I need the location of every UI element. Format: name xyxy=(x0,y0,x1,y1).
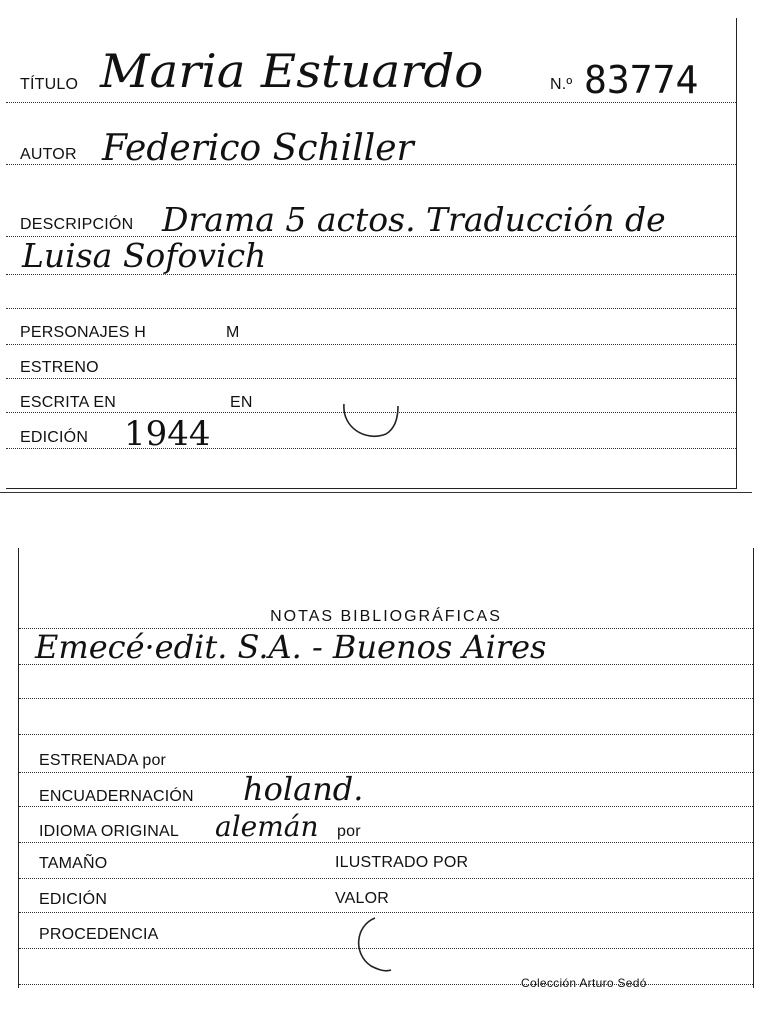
idioma-por-label: por xyxy=(337,823,361,840)
catalog-card-back xyxy=(18,548,754,988)
catalog-card-front xyxy=(6,18,737,489)
titulo-value: Maria Estuardo xyxy=(100,44,484,98)
titulo-label: TÍTULO xyxy=(20,76,79,93)
ruled-line xyxy=(19,698,753,699)
ruled-line xyxy=(6,308,736,309)
punch-hole-icon xyxy=(349,914,409,974)
estrenada-por-label: ESTRENADA por xyxy=(39,752,167,769)
en-label: EN xyxy=(230,394,253,411)
collection-footer: Colección Arturo Sedó xyxy=(521,976,647,990)
idioma-original-label: IDIOMA ORIGINAL xyxy=(39,823,179,840)
edicion-label: EDICIÓN xyxy=(20,429,89,446)
encuadernacion-value: holand. xyxy=(243,770,364,808)
ruled-line xyxy=(6,102,736,103)
procedencia-label: PROCEDENCIA xyxy=(39,926,159,943)
ruled-line xyxy=(6,448,736,449)
ruled-line xyxy=(19,842,753,843)
card-divider xyxy=(0,492,752,493)
ilustrado-por-label: ILUSTRADO POR xyxy=(335,854,469,871)
autor-value: Federico Schiller xyxy=(102,128,414,169)
estreno-label: ESTRENO xyxy=(20,359,99,376)
personajes-m-label: M xyxy=(226,324,240,341)
numero-value: 83774 xyxy=(584,58,699,102)
ruled-line xyxy=(19,806,753,807)
descripcion-label: DESCRIPCIÓN xyxy=(20,216,134,233)
encuadernacion-label: ENCUADERNACIÓN xyxy=(39,788,194,805)
edicion-value: 1944 xyxy=(124,414,211,454)
descripcion-value-line2: Luisa Sofovich xyxy=(22,236,267,275)
valor-label: VALOR xyxy=(335,890,390,907)
ruled-line xyxy=(6,344,736,345)
escrita-en-label: ESCRITA EN xyxy=(20,394,116,411)
ruled-line xyxy=(6,378,736,379)
ruled-line xyxy=(19,734,753,735)
ruled-line xyxy=(19,772,753,773)
ruled-line xyxy=(19,878,753,879)
notas-value: Emecé·edit. S.A. - Buenos Aires xyxy=(35,628,547,666)
tamano-label: TAMAÑO xyxy=(39,855,108,872)
ruled-line xyxy=(19,912,753,913)
punch-hole-icon xyxy=(336,398,406,448)
numero-label: N.º xyxy=(550,76,573,93)
notas-heading: NOTAS BIBLIOGRÁFICAS xyxy=(270,608,502,625)
idioma-original-value: alemán xyxy=(215,810,319,843)
autor-label: AUTOR xyxy=(20,146,77,163)
descripcion-value-line1: Drama 5 actos. Traducción de xyxy=(162,200,666,239)
edicion-back-label: EDICIÓN xyxy=(39,891,108,908)
personajes-h-label: PERSONAJES H xyxy=(20,324,146,341)
